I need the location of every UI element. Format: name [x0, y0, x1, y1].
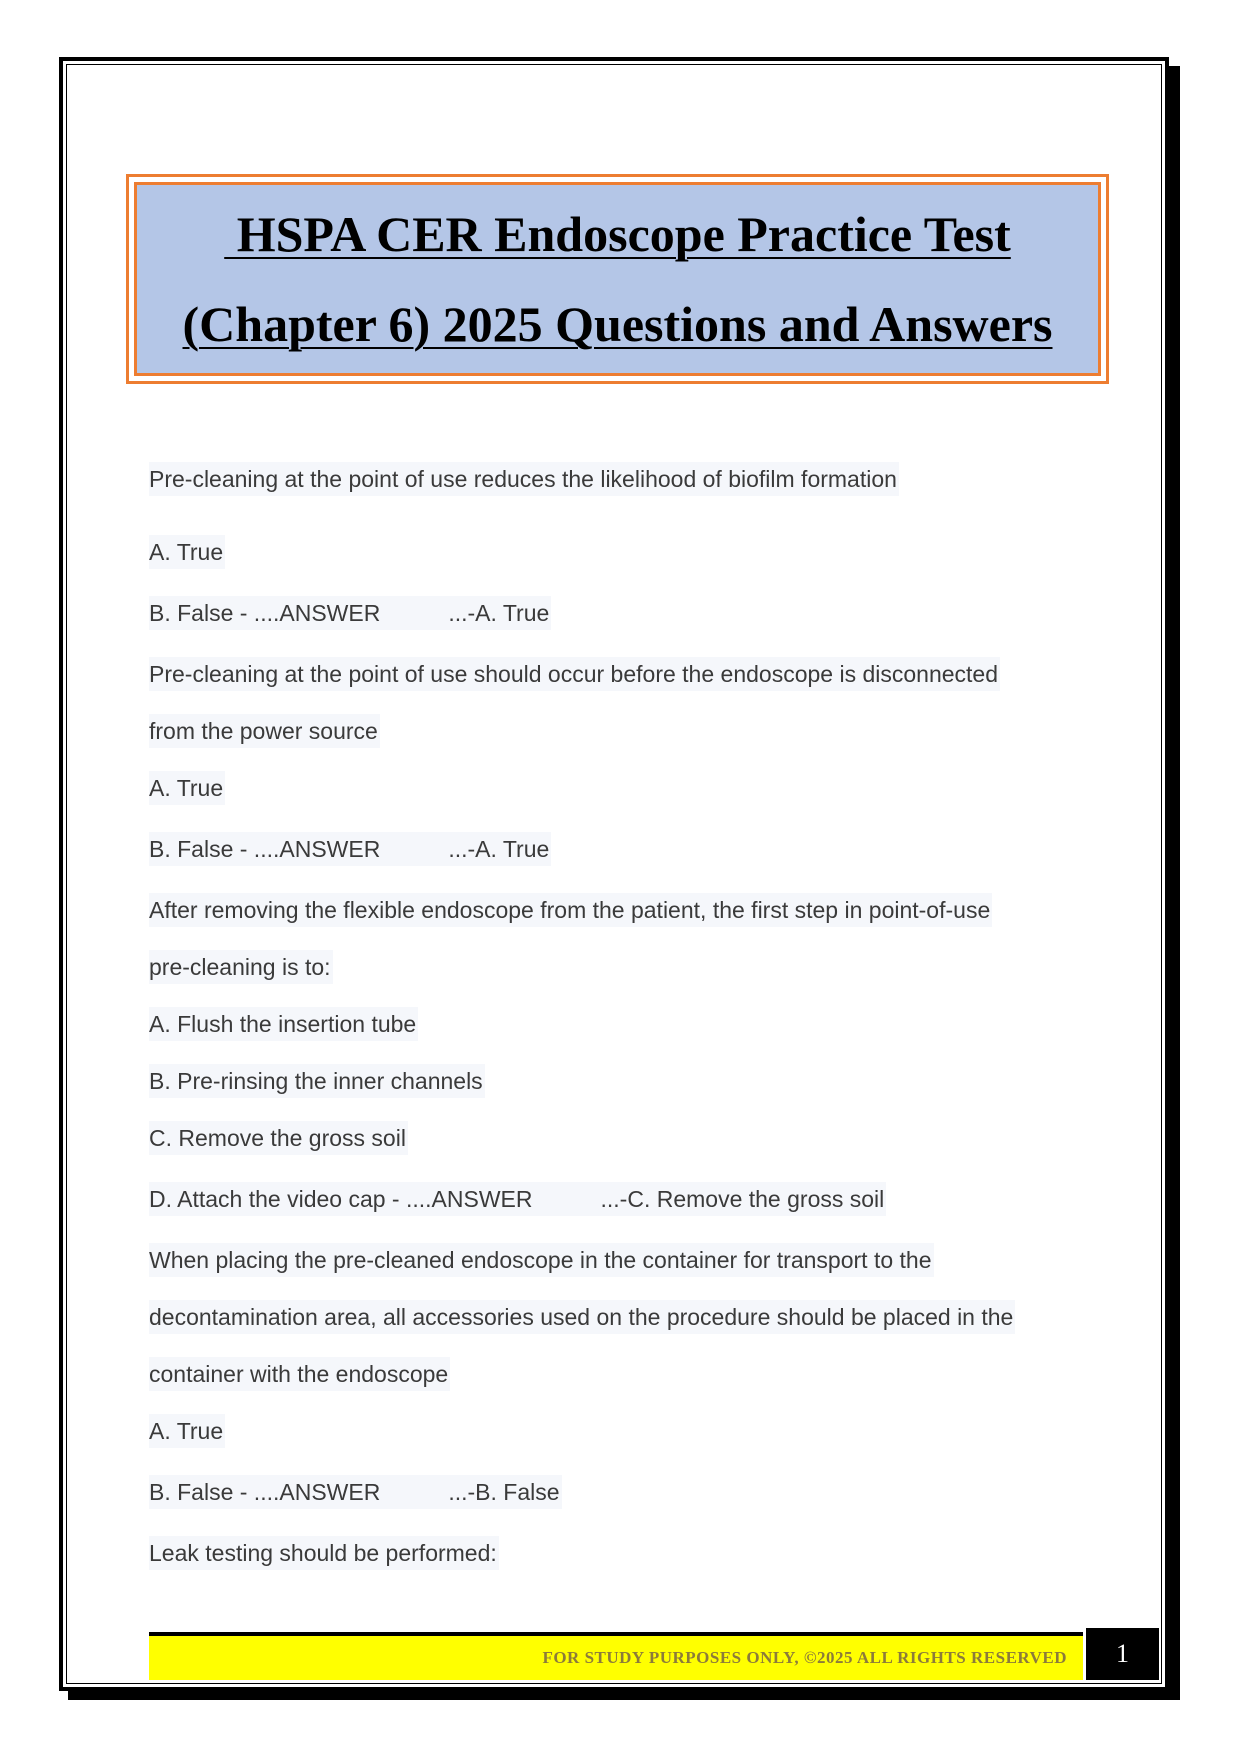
- answer-label: D. Attach the video cap - ....ANSWER: [149, 1186, 533, 1212]
- question-text: pre-cleaning is to:: [149, 950, 333, 984]
- question-text: Leak testing should be performed:: [149, 1536, 499, 1570]
- answer-key-line: [149, 1475, 562, 1509]
- answer-option: A. True: [149, 771, 225, 805]
- question-text: from the power source: [149, 714, 380, 748]
- answer-label: B. False - ....ANSWER: [149, 1479, 381, 1505]
- document-title-line-1: HSPA CER Endoscope Practice Test: [224, 206, 1011, 262]
- answer-key-line: [149, 1182, 886, 1216]
- question-text: Pre-cleaning at the point of use should occur before the endoscope is disconnected: [149, 657, 1000, 691]
- correct-answer: ...-A. True: [448, 600, 550, 626]
- document-title-line-2: (Chapter 6) 2025 Questions and Answers: [182, 296, 1053, 352]
- correct-answer: ...-C. Remove the gross soil: [600, 1186, 885, 1212]
- page-number: 1: [1116, 1639, 1129, 1668]
- correct-answer: ...-A. True: [448, 836, 550, 862]
- title-box: [126, 174, 1109, 384]
- answer-key-line: [149, 596, 551, 630]
- question-text: When placing the pre-cleaned endoscope in the container for transport to the: [149, 1243, 934, 1277]
- answer-option: A. Flush the insertion tube: [149, 1007, 418, 1041]
- answer-label: B. False - ....ANSWER: [149, 600, 381, 626]
- answer-option: B. Pre-rinsing the inner channels: [149, 1064, 485, 1098]
- answer-label: B. False - ....ANSWER: [149, 836, 381, 862]
- question-text: After removing the flexible endoscope from the patient, the first step in point-of-use: [149, 893, 992, 927]
- answer-option: A. True: [149, 1414, 225, 1448]
- answer-key-line: [149, 832, 551, 866]
- correct-answer: ...-B. False: [448, 1479, 560, 1505]
- question-text: decontamination area, all accessories used on the procedure should be placed in the: [149, 1300, 1015, 1334]
- footer-copyright: FOR STUDY PURPOSES ONLY, ©2025 ALL RIGHTS RESERVED: [542, 1648, 1067, 1667]
- answer-option: A. True: [149, 535, 225, 569]
- title-panel: [134, 182, 1101, 376]
- answer-option: C. Remove the gross soil: [149, 1121, 408, 1155]
- question-text: container with the endoscope: [149, 1357, 450, 1391]
- question-text: Pre-cleaning at the point of use reduces the likelihood of biofilm formation: [149, 462, 899, 496]
